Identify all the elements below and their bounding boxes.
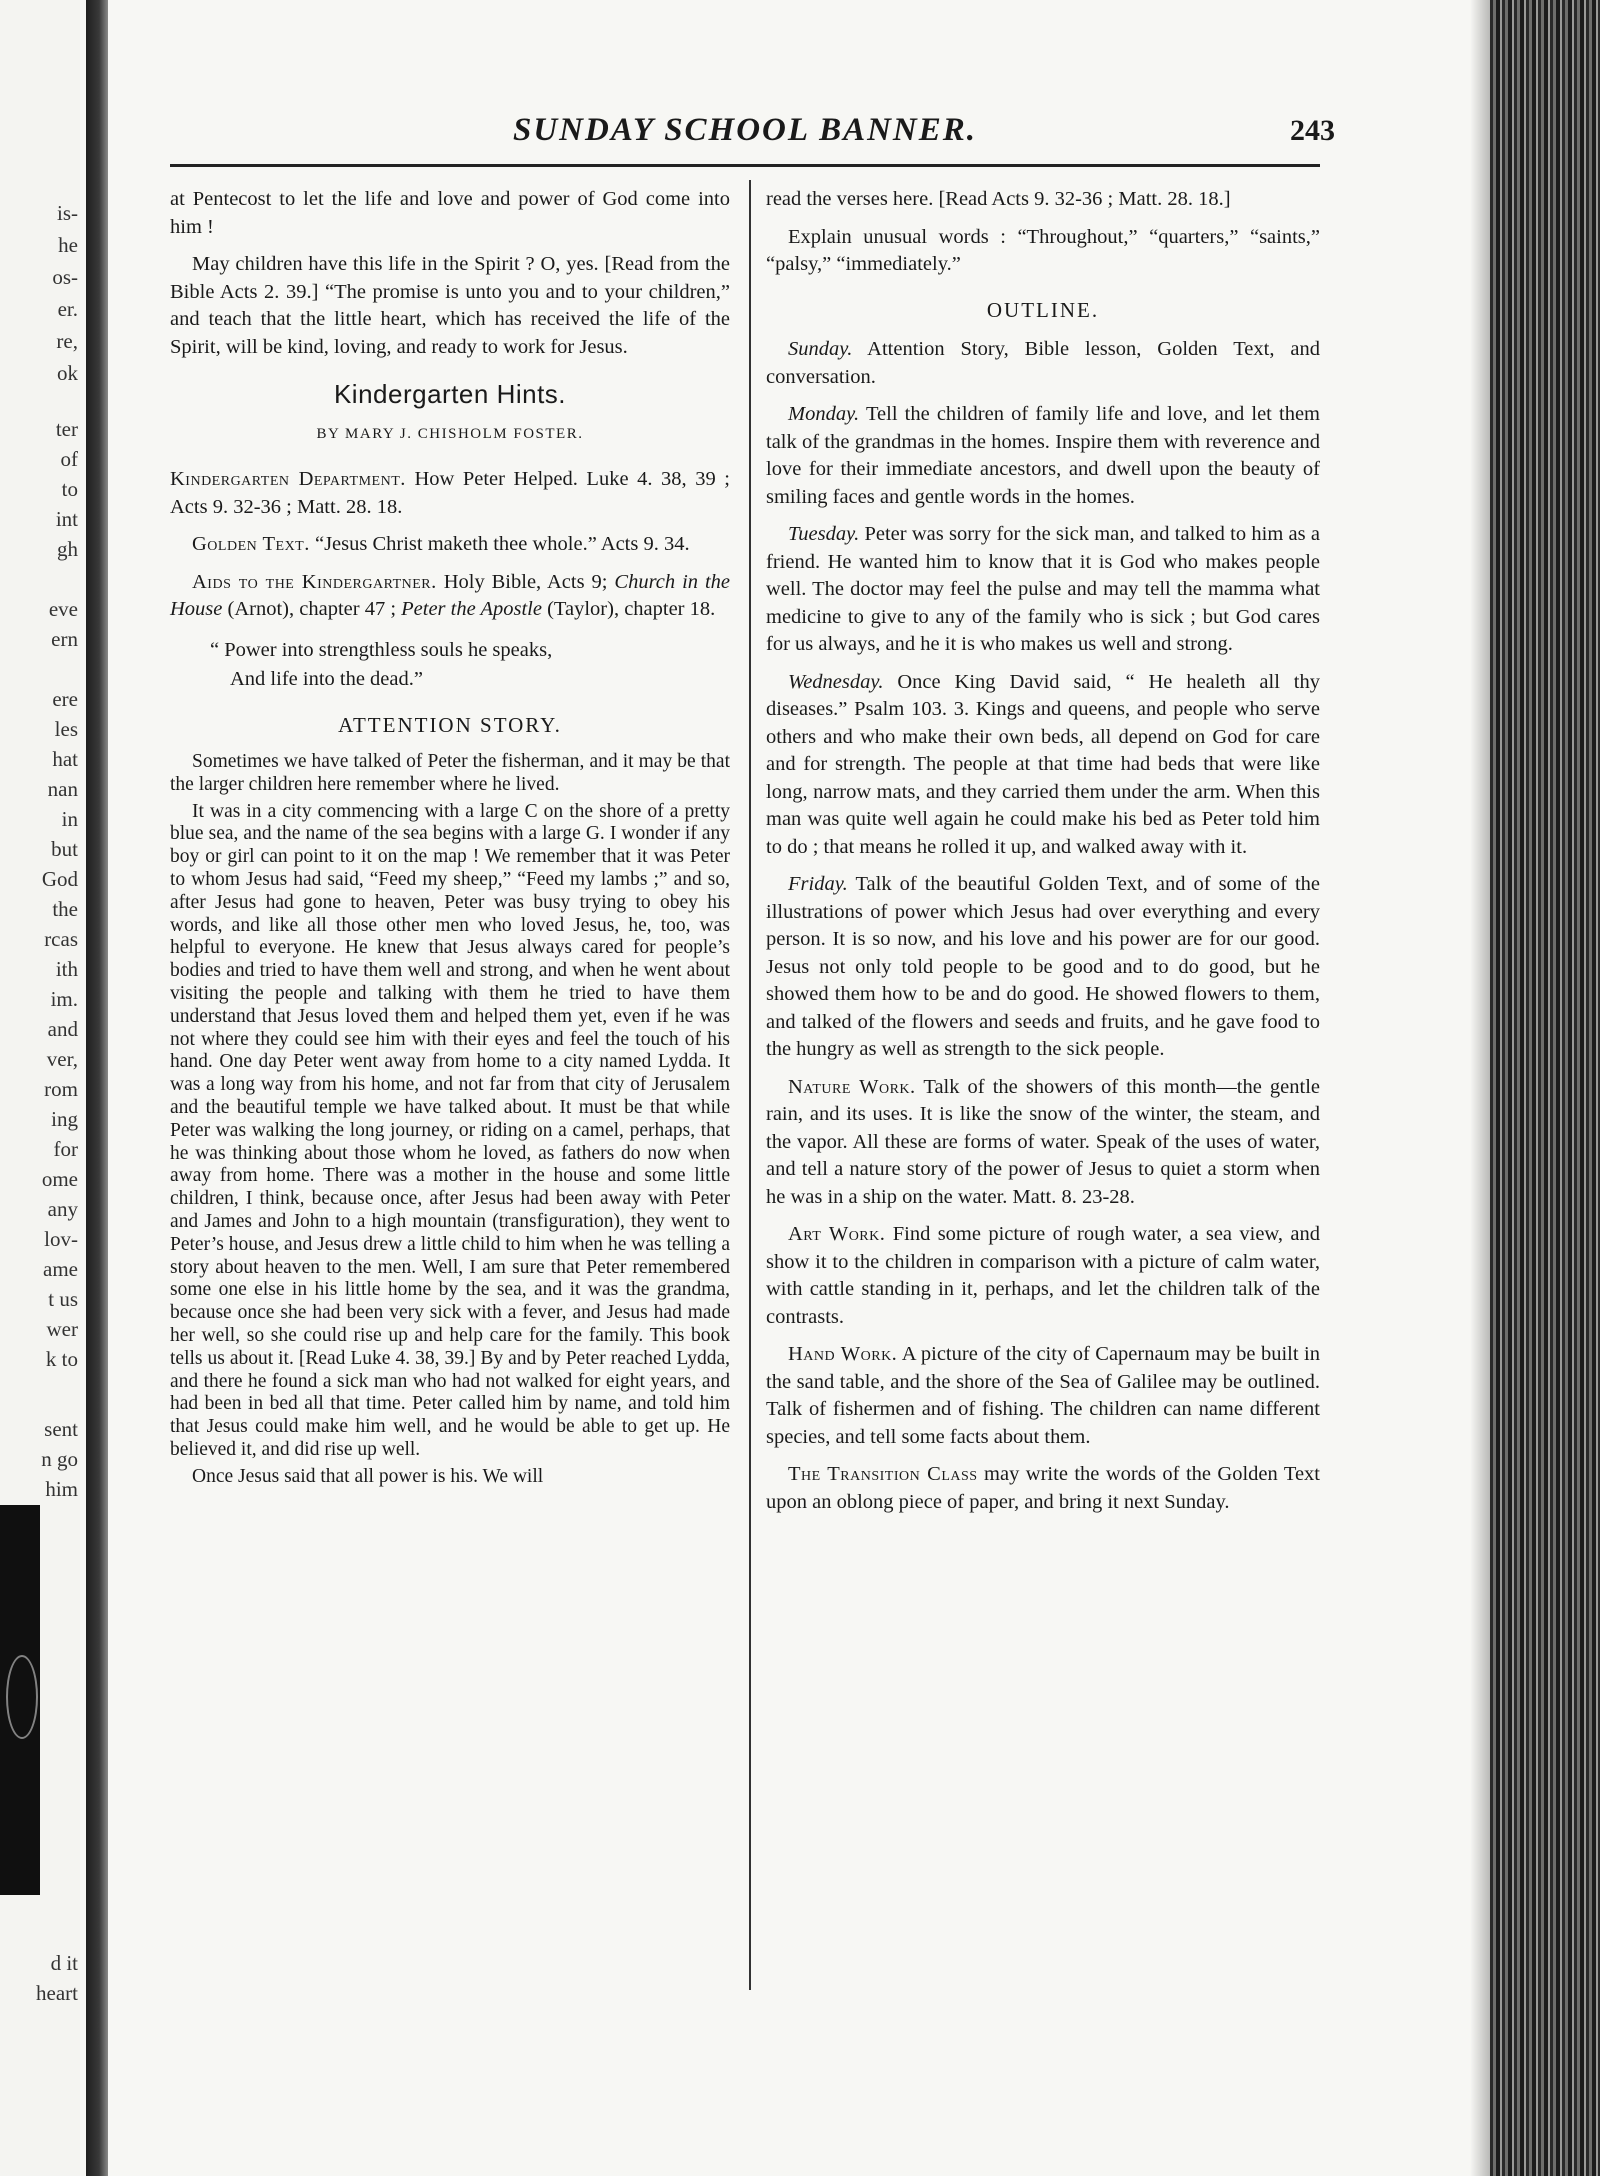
day-label: Monday. [788, 403, 860, 425]
activity-label: Nature Work. [788, 1075, 916, 1098]
hand-work [766, 1341, 1320, 1451]
facing-page-fragment: he [58, 233, 78, 257]
ornament-icon [6, 1655, 38, 1739]
department-text: How Peter Helped. Luke 4. 38, 39 ; Acts 9. 32-36 ; Matt. 28. 18. [170, 468, 730, 518]
facing-page-fragment: of [60, 447, 78, 471]
facing-page-fragment: gh [57, 537, 78, 561]
day-text: Peter was sorry for the sick man, and talked to him as a friend. He wanted him to know that it is God who makes people well. The doctor may feel the pulse and may tell the mamma what medicine to give to any of the family who is sick ; but God cares for us always, and he it is who makes us well and strong. [766, 523, 1320, 655]
day-label: Friday. [788, 873, 848, 895]
section-title: Kindergarten Hints. [333, 379, 567, 409]
facing-page-fragment: sent [44, 1417, 78, 1441]
facing-page-fragment: ern [51, 627, 78, 651]
facing-page-fragment: the [52, 897, 78, 921]
golden-text-line [170, 531, 730, 559]
facing-page-fragment: t us [48, 1287, 78, 1311]
outline-sunday [766, 336, 1320, 391]
activity-text: A picture of the city of Capernaum may be built in the sand table, and the shore of the Sea of Galilee may be outlined. Talk of fishermen and of fishing. The children can name different species, and tell some facts about them. [766, 1343, 1320, 1448]
facing-page-fragment: ome [41, 1167, 78, 1191]
facing-page-fragment: d it [50, 1951, 78, 1975]
facing-page-fragment: ith [55, 957, 78, 981]
intro-paragraph: May children have this life in the Spirit ? O, yes. [Read from the Bible Acts 2. 39.] “The promise is unto you and to your children,” and teach that the little heart, which has received the life of the Spirit, will be kind, loving, and ready to work for Jesus. [170, 253, 730, 358]
aids-text: (Arnot), chapter 47 ; [227, 598, 397, 620]
activity-text: may write the words of the Golden Text upon an oblong piece of paper, and bring it next Sunday. [766, 1463, 1321, 1513]
transition-class [766, 1461, 1320, 1516]
poem-line: “ Power into strengthless souls he speaks, [210, 638, 553, 661]
art-work [766, 1221, 1320, 1331]
day-label: Tuesday. [788, 523, 860, 545]
outline-monday [766, 401, 1320, 511]
left-column [170, 186, 730, 1493]
facing-page-fragment: but [51, 837, 78, 861]
aids-text: (Taylor), chapter 18. [547, 598, 716, 620]
column-rule [749, 180, 751, 1990]
facing-page-fragment: him [45, 1477, 78, 1501]
facing-page-fragment: os- [52, 265, 78, 289]
outline-heading: OUTLINE. [986, 297, 1100, 322]
outline-wednesday [766, 669, 1320, 862]
facing-page-fragment: er. [57, 297, 78, 321]
book-gutter [86, 0, 108, 2176]
facing-page-fragment: is- [57, 201, 78, 225]
activity-text: Find some picture of rough water, a sea view, and show it to the children in comparison with a picture of calm water, with cattle standing in it, perhaps, and let the children talk of the contrasts. [766, 1223, 1320, 1328]
poem-quote [210, 636, 730, 694]
spine-shadow [1470, 0, 1490, 2176]
attention-story-heading: ATTENTION STORY. [338, 712, 562, 737]
right-column [766, 186, 1320, 1526]
day-text: Once King David said, “ He healeth all thy diseases.” Psalm 103. 3. Kings and queens, and people who serve others and who make their own beds, all depend on God for care and for strength. The people at that time had beds that were like long, narrow mats, and they carried them under the arm. When this man was quite well again he could make his bed as Peter told him to do ; that means he rolled it up, and walked away with it. [766, 670, 1320, 858]
facing-page-fragment: ame [43, 1257, 78, 1281]
nature-work [766, 1074, 1320, 1212]
day-label: Wednesday. [788, 670, 884, 693]
facing-page-fragment: to [61, 477, 78, 501]
aids-text: Holy Bible, Acts 9; [443, 570, 608, 593]
poem-line: And life into the dead.” [230, 667, 423, 690]
facing-page-fragment: eve [48, 597, 78, 621]
activity-label: The Transition Class [788, 1463, 978, 1485]
outline-friday [766, 871, 1320, 1064]
facing-page-fragment: in [61, 807, 78, 831]
facing-page-fragment: ter [55, 417, 78, 441]
facing-page-illustration [0, 1505, 40, 1895]
day-label: Sunday. [788, 338, 853, 360]
activity-text: Talk of the showers of this month—the gentle rain, and its uses. It is like the snow of the winter, the steam, and the vapor. All these are forms of water. Speak of the uses of water, and tell a nature story of the power of Jesus to quiet a storm when he was in a ship on the water. Matt. 8. 23-28. [766, 1075, 1320, 1208]
story-paragraph: It was in a city commencing with a large C on the shore of a pretty blue sea, and the name of the sea begins with a large G. I wonder if any boy or girl can point to it on the map ! We remember that it was Peter to whom Jesus had said, “Feed my sheep,” “Feed my lambs ;” and so, after Jesus had gone to heaven, Peter was busy trying to obey his words, and like all those other men who loved Jesus, he, too, was helpful to everyone. He knew that Jesus always cared for people’s bodies and tried to have them well and strong, and when he went about visiting the people and talking with them he tried to have them understand that Jesus loved them and helped them yet, even if he was not where they could see him with their eyes and feel the touch of his hand. One day Peter went away from home to a city named Lydda. It was a long way from his home, and not far from that city of Jerusalem and the beautiful temple we have talked about. It must be that while Peter was walking the long journey, or riding on a camel, perhaps, that he was thinking about those whom he loved, as fathers do now when away from home. There was a mother in the house and some little children, I think, because once, after Jesus had been away with Peter and James and John to a high mountain (transfiguration), they went to Peter’s house, and Jesus drew a little child to him when he was telling a story about heaven to the men. Well, I am sure that Peter remembered some one else in his little home by the sea, and it was the grandma, because once she had been very sick with a fever, and Jesus had made her well, so she could rise up and help care for the family. This book tells us about it. [Read Luke 4. 38, 39.] By and by Peter reached Lydda, and there he found a sick man who had not walked for eight years, and had been in bed all that time. Peter called him by name, and told him that Jesus could make him well, and he would be able to get up. He believed it, and did rise up well. [170, 800, 730, 1460]
facing-page-fragment: im. [50, 987, 78, 1011]
story-paragraph: Sometimes we have talked of Peter the fisherman, and it may be that the larger children here remember where he lived. [170, 751, 730, 795]
golden-text: “Jesus Christ maketh thee whole.” Acts 9. 34. [314, 533, 690, 555]
facing-page-fragment: hat [52, 747, 78, 771]
facing-page-fragment: any [47, 1197, 78, 1221]
story-paragraph: Once Jesus said that all power is his. We will [192, 1465, 544, 1487]
golden-text-label: Golden Text. [192, 533, 310, 555]
intro-paragraph: at Pentecost to let the life and love and power of God come into him ! [170, 188, 730, 238]
header-rule [170, 164, 1320, 167]
facing-page-fragment: rcas [44, 927, 78, 951]
day-text: Attention Story, Bible lesson, Golden Text, and conversation. [766, 338, 1321, 388]
book-title: Church in the House [170, 570, 730, 620]
department-label: Kindergarten Department. [170, 468, 406, 490]
byline: BY MARY J. CHISHOLM FOSTER. [316, 425, 584, 442]
facing-page-fragment: for [53, 1137, 78, 1161]
book-binding [1490, 0, 1600, 2176]
facing-page-fragment: ing [51, 1107, 78, 1131]
continued-paragraph: read the verses here. [Read Acts 9. 32-36 ; Matt. 28. 18.] [766, 188, 1231, 210]
facing-page-fragment: int [55, 507, 78, 531]
facing-page-fragment: k to [45, 1347, 78, 1371]
activity-label: Art Work. [788, 1223, 886, 1245]
day-text: Talk of the beautiful Golden Text, and of some of the illustrations of power which Jesus had over everything and every person. It is so now, and his love and his power are for our good. Jesus not only told people to be good and to do good, but he showed them how to be and do good. He showed flowers to them, and talked of the flowers and seeds and fruits, and he gave food to the hungry as well as strength to the sick people. [766, 873, 1320, 1060]
page-number: 243 [1290, 114, 1335, 147]
facing-page-fragment: ver, [46, 1047, 78, 1071]
aids-line [170, 569, 730, 624]
facing-page-fragment: heart [36, 1981, 78, 2005]
facing-page-fragment: les [54, 717, 78, 741]
book-title: Peter the Apostle [401, 598, 542, 620]
facing-page-fragment: rom [44, 1077, 78, 1101]
outline-tuesday [766, 521, 1320, 659]
aids-label: Aids to the Kindergartner. [192, 570, 437, 593]
facing-page-fragment: and [47, 1017, 78, 1041]
facing-page-fragment: re, [56, 329, 78, 353]
facing-page-fragment: God [41, 867, 78, 891]
facing-page-fragment: n go [41, 1447, 78, 1471]
activity-label: Hand Work. [788, 1343, 898, 1365]
department-line [170, 466, 730, 521]
running-head: SUNDAY SCHOOL BANNER. [512, 112, 978, 148]
facing-page-fragment: ere [52, 687, 78, 711]
facing-page-fragment: lov- [44, 1227, 78, 1251]
facing-page-fragment: nan [47, 777, 78, 801]
explain-paragraph: Explain unusual words : “Throughout,” “quarters,” “saints,” “palsy,” “immediately.” [766, 225, 1320, 275]
facing-page-fragment: wer [46, 1317, 78, 1341]
facing-page-fragment: ok [57, 361, 78, 385]
facing-page-margin [0, 0, 80, 2176]
day-text: Tell the children of family life and love, and let them talk of the grandmas in the homes. Inspire them with reverence and love for their immediate ancestors, and dwell upon the beauty of smiling faces and gentle words in the homes. [766, 403, 1320, 508]
